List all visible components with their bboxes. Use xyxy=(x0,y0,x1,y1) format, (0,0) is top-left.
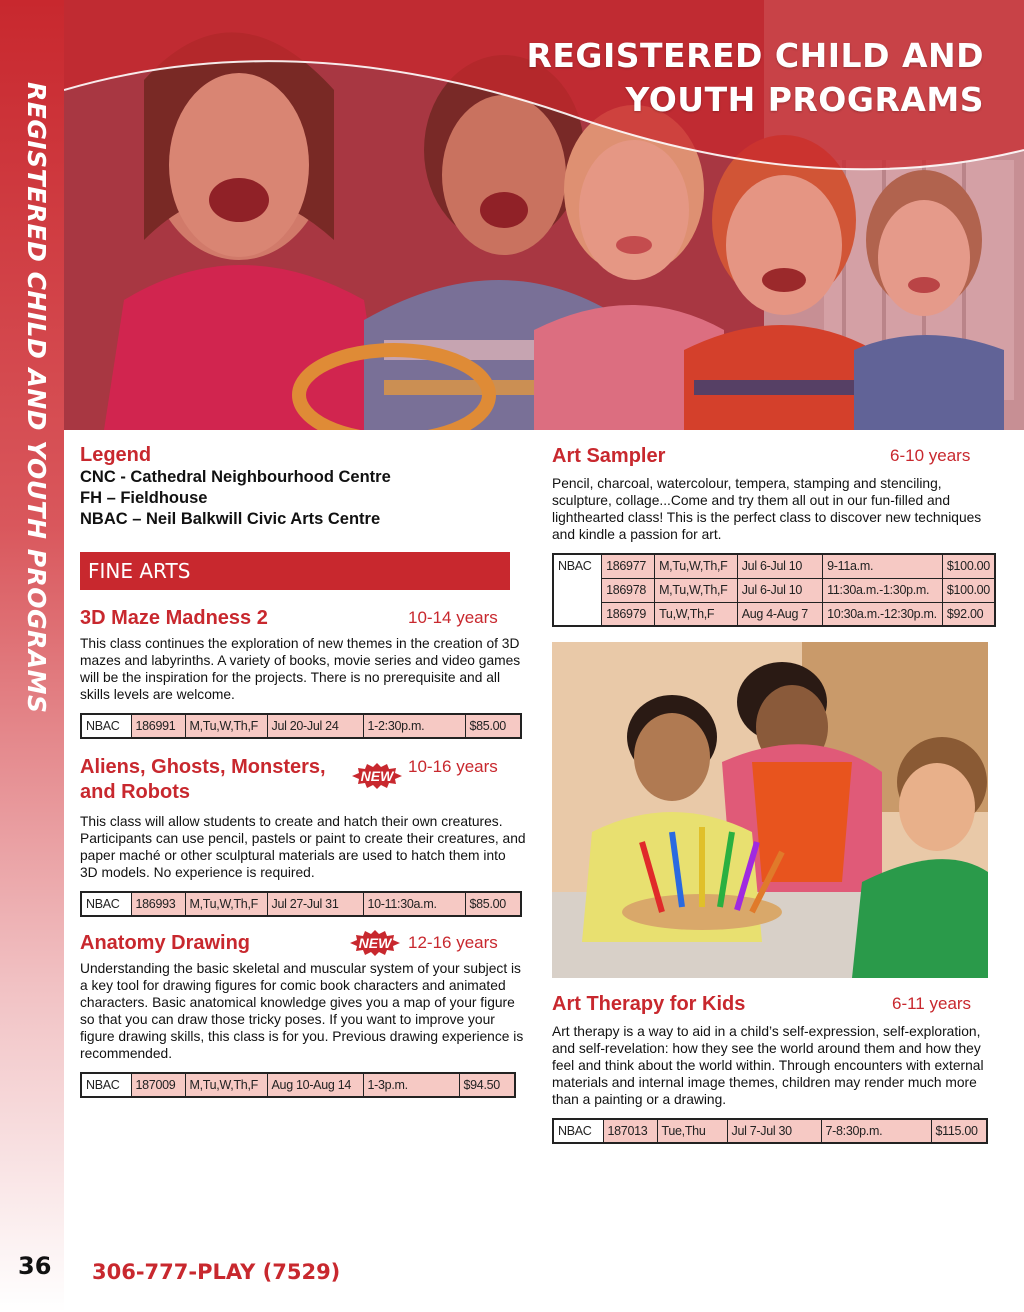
legend-title: Legend xyxy=(80,444,152,466)
right-column xyxy=(552,440,996,627)
side-banner xyxy=(0,0,64,1312)
program-description: Understanding the basic skeletal and muscular system of your subject is a key tool for drawing figures for comic book characters and animated characters. Basic anatomical knowledge gives you a map of your figure so that you can draw those tricky poses. If you want to improve your figure drawing skills, this class is for you. Previous drawing experience is recommended. xyxy=(80,961,524,1061)
section-banner: FINE ARTS xyxy=(80,552,510,590)
table-row xyxy=(81,714,521,738)
days-cell: M,Tu,W,Th,F xyxy=(185,1073,267,1097)
days-cell: Tue,Thu xyxy=(657,1119,727,1143)
time-cell: 1-2:30p.m. xyxy=(363,714,465,738)
days-cell: M,Tu,W,Th,F xyxy=(655,578,738,602)
schedule-table xyxy=(552,1118,988,1144)
page-title xyxy=(526,34,984,122)
table-row xyxy=(553,554,995,578)
table-row xyxy=(81,892,521,916)
legend-item: CNC - Cathedral Neighbourhood Centre xyxy=(80,468,391,486)
new-badge xyxy=(352,763,402,789)
legend xyxy=(80,444,526,530)
schedule-table xyxy=(80,713,522,739)
fee-cell: $100.00 xyxy=(942,554,995,578)
left-column xyxy=(80,440,526,1098)
dates-cell: Jul 7-Jul 30 xyxy=(727,1119,821,1143)
barcode-cell: 186978 xyxy=(602,578,655,602)
time-cell: 10:30a.m.-12:30p.m. xyxy=(823,602,943,626)
days-cell: M,Tu,W,Th,F xyxy=(185,892,267,916)
program-block xyxy=(80,931,526,1098)
new-badge-label: NEW xyxy=(360,768,394,784)
program-title: Art Therapy for Kids xyxy=(552,993,746,1015)
hero-photo xyxy=(64,0,1024,430)
legend-item: NBAC – Neil Balkwill Civic Arts Centre xyxy=(80,510,381,528)
program-title: Anatomy Drawing xyxy=(80,932,251,954)
dates-cell: Jul 6-Jul 10 xyxy=(737,554,822,578)
program-block xyxy=(552,992,996,1144)
location-cell: NBAC xyxy=(81,1073,131,1097)
barcode-cell: 187009 xyxy=(131,1073,185,1097)
program-block xyxy=(552,444,996,627)
time-cell: 10-11:30a.m. xyxy=(363,892,465,916)
program-age: 12-16 years xyxy=(408,933,498,952)
schedule-table xyxy=(80,1072,516,1098)
location-cell: NBAC xyxy=(553,554,602,626)
fee-cell: $100.00 xyxy=(942,578,995,602)
dates-cell: Jul 6-Jul 10 xyxy=(737,578,822,602)
program-block xyxy=(80,755,526,917)
fee-cell: $92.00 xyxy=(942,602,995,626)
dates-cell: Aug 10-Aug 14 xyxy=(267,1073,363,1097)
dates-cell: Jul 27-Jul 31 xyxy=(267,892,363,916)
location-cell: NBAC xyxy=(553,1119,603,1143)
fee-cell: $85.00 xyxy=(465,892,521,916)
dates-cell: Aug 4-Aug 7 xyxy=(737,602,822,626)
days-cell: M,Tu,W,Th,F xyxy=(655,554,738,578)
barcode-cell: 186977 xyxy=(602,554,655,578)
program-title-line-1: Aliens, Ghosts, Monsters, xyxy=(80,756,326,778)
program-age: 6-11 years xyxy=(892,994,972,1013)
table-row xyxy=(553,1119,987,1143)
time-cell: 1-3p.m. xyxy=(363,1073,459,1097)
program-description: Art therapy is a way to aid in a child’s self-expression, self-exploration, and self-revelation: how they see the world around them and how they feel and think about the world within. Through encounters with external materials and internal image themes, children may render much more than a painting or a drawing. xyxy=(552,1024,984,1107)
program-age: 10-16 years xyxy=(408,757,498,776)
table-row xyxy=(81,1073,515,1097)
barcode-cell: 187013 xyxy=(603,1119,657,1143)
schedule-table xyxy=(80,891,522,917)
fee-cell: $115.00 xyxy=(931,1119,987,1143)
fee-cell: $85.00 xyxy=(465,714,521,738)
table-row xyxy=(553,602,995,626)
program-age: 10-14 years xyxy=(408,608,498,627)
time-cell: 9-11a.m. xyxy=(823,554,943,578)
program-age: 6-10 years xyxy=(890,446,971,465)
dates-cell: Jul 20-Jul 24 xyxy=(267,714,363,738)
side-banner-label: REGISTERED CHILD AND YOUTH PROGRAMS xyxy=(22,82,51,714)
fee-cell: $94.50 xyxy=(459,1073,515,1097)
days-cell: Tu,W,Th,F xyxy=(655,602,738,626)
new-badge-label: NEW xyxy=(358,935,392,951)
art-class-photo xyxy=(552,642,988,978)
program-description: This class will allow students to create and hatch their own creatures. Participants can use pencil, pastels or paint to create their creatures, and paper maché or other sculptural materials are used to hatch them into 3D models. No experience is required. xyxy=(80,814,526,880)
days-cell: M,Tu,W,Th,F xyxy=(185,714,267,738)
schedule-table xyxy=(552,553,996,627)
table-row xyxy=(553,578,995,602)
program-description: Pencil, charcoal, watercolour, tempera, stamping and stenciling, sculpture, collage...Come and try them all out in our fun-filled and lighthearted class! This is the perfect class to discover new techniques and kindle a passion for art. xyxy=(552,476,982,542)
location-cell: NBAC xyxy=(81,714,131,738)
time-cell: 11:30a.m.-1:30p.m. xyxy=(823,578,943,602)
location-cell: NBAC xyxy=(81,892,131,916)
new-badge xyxy=(350,930,400,956)
program-description: This class continues the exploration of new themes in the creation of 3D mazes and labyrinths. A variety of books, movie series and video games will be the inspiration for the projects. There is no prerequisite and all skills levels are welcome. xyxy=(80,636,521,702)
page-number: 36 xyxy=(18,1252,52,1280)
page-title-line-1: REGISTERED CHILD AND xyxy=(526,36,984,75)
phone-number: 306-777-PLAY (7529) xyxy=(92,1260,341,1284)
program-title: Art Sampler xyxy=(552,445,666,467)
program-block xyxy=(80,606,526,739)
barcode-cell: 186993 xyxy=(131,892,185,916)
barcode-cell: 186991 xyxy=(131,714,185,738)
program-title: 3D Maze Madness 2 xyxy=(80,607,268,629)
program-title-line-2: and Robots xyxy=(80,781,190,803)
barcode-cell: 186979 xyxy=(602,602,655,626)
page-title-line-2: YOUTH PROGRAMS xyxy=(625,80,984,119)
legend-item: FH – Fieldhouse xyxy=(80,489,208,507)
art-class-illustration xyxy=(552,642,988,978)
time-cell: 7-8:30p.m. xyxy=(821,1119,931,1143)
